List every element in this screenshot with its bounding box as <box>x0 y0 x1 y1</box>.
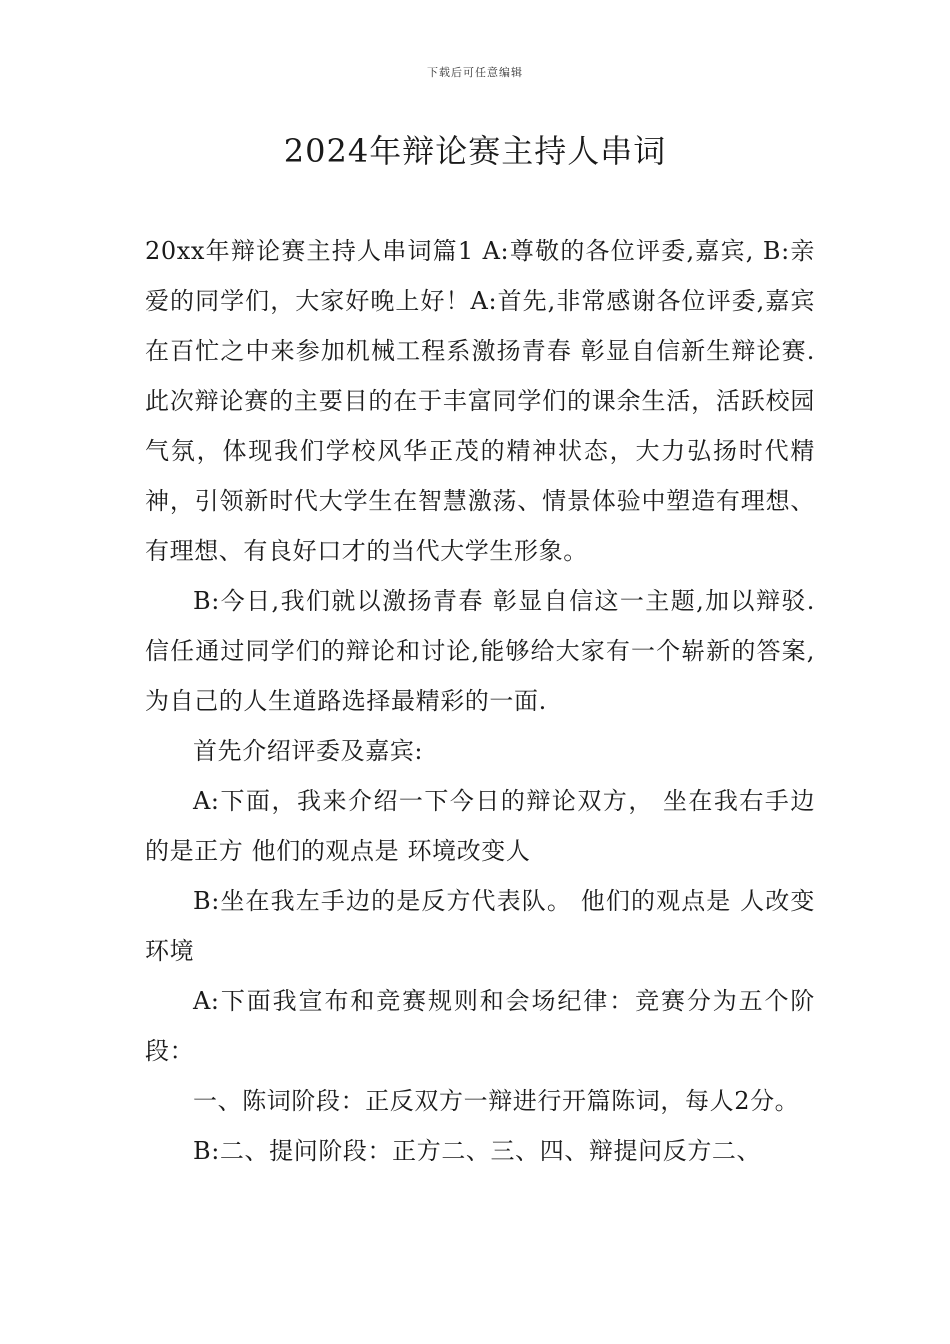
paragraph-theme: B:今日,我们就以激扬青春 彰显自信这一主题,加以辩驳.信任通过同学们的辩论和讨论,能够给大家有一个崭新的答案,为自己的人生道路选择最精彩的一面. <box>145 587 815 715</box>
header-note: 下载后可任意编辑 <box>427 66 523 79</box>
paragraph-stage-two: B:二、提问阶段：正方二、三、四、辩提问反方二、 <box>193 1137 762 1165</box>
paragraph-stage-one: 一、陈词阶段：正反双方一辩进行开篇陈词，每人2分。 <box>193 1087 800 1115</box>
document-title: 2024年辩论赛主持人串词 <box>283 132 667 170</box>
paragraph-opening: 20xx年辩论赛主持人串词篇1 A:尊敬的各位评委,嘉宾, B:亲爱的同学们，大家好晚上好！A:首先,非常感谢各位评委,嘉宾在百忙之中来参加机械工程系激扬青春 彰显自信新生辩论赛.此次辩论赛的主要目的在于丰富同学们的课余生活，活跃校园气氛，体现我们学校风华正茂的精神状态，大力弘扬时代精神，引领新时代大学生在智慧激荡、情景体验中塑造有理想、有理想、有良好口才的当代大学生形象。 <box>145 237 815 565</box>
paragraph-rules-intro: A:下面我宣布和竞赛规则和会场纪律：竞赛分为五个阶段： <box>145 987 815 1065</box>
paragraph-judges-intro: 首先介绍评委及嘉宾: <box>193 737 424 765</box>
paragraph-negative-side: B:坐在我左手边的是反方代表队。 他们的观点是 人改变环境 <box>145 887 815 965</box>
document-body <box>145 226 815 1176</box>
paragraph-affirmative-side: A:下面，我来介绍一下今日的辩论双方， 坐在我右手边的是正方 他们的观点是 环境改变人 <box>145 787 815 865</box>
